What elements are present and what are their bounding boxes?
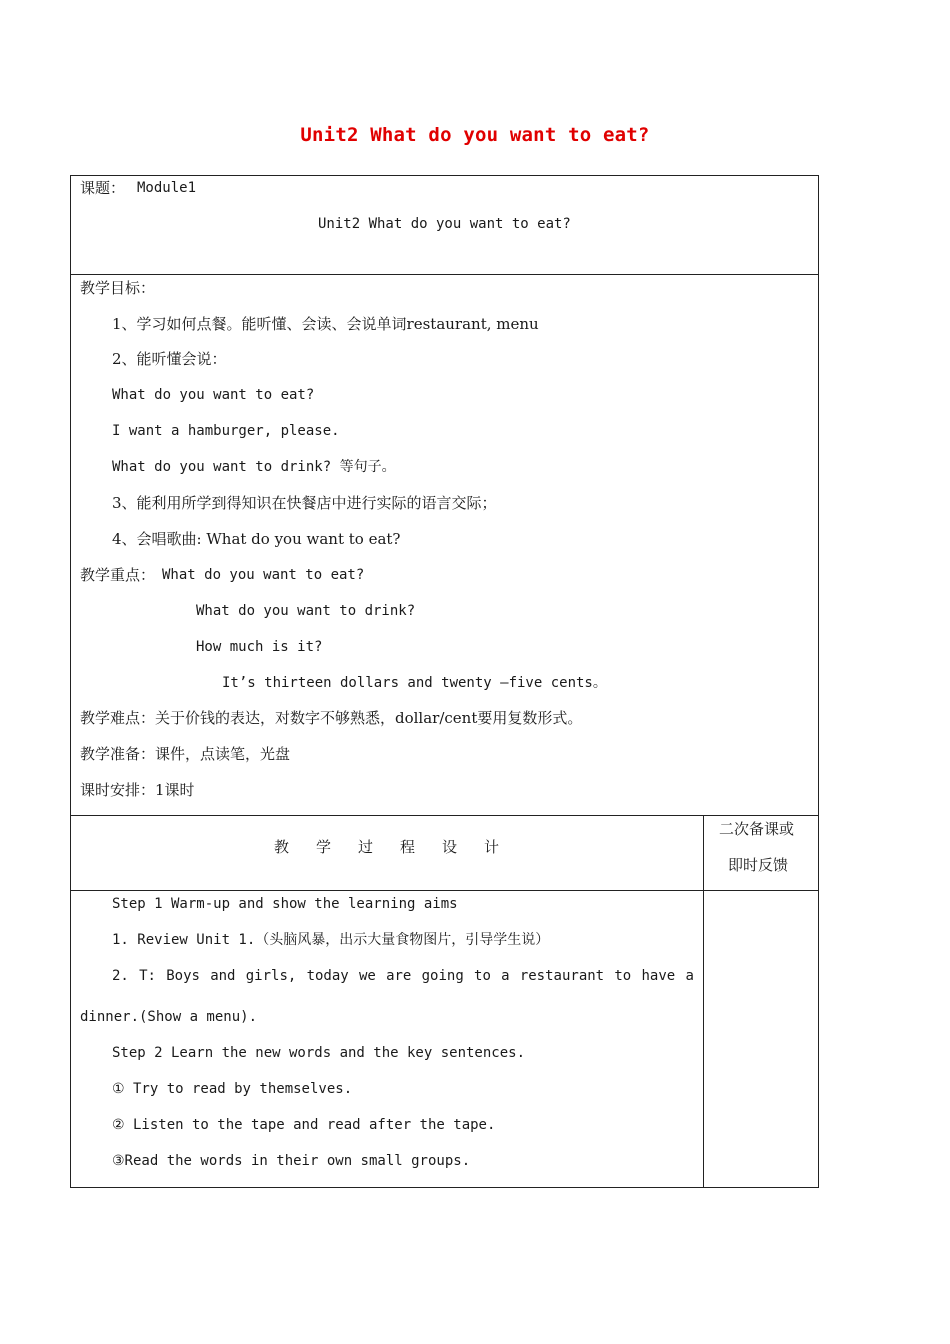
step-1-item-2 xyxy=(112,966,694,986)
schedule: 课时安排：1课时 xyxy=(80,781,195,799)
topic-module: Module1 xyxy=(137,180,197,196)
topic-unit: Unit2 What do you want to eat? xyxy=(318,216,571,232)
key-points-label: 教学重点： xyxy=(80,566,156,584)
table-cell-feedback-body xyxy=(703,890,819,1188)
justified-word: to xyxy=(474,968,491,984)
objectives-label: 教学目标： xyxy=(80,279,156,297)
objective-sentence-3: What do you want to drink? 等句子。 xyxy=(112,459,396,475)
difficulties: 教学难点：关于价钱的表达，对数字不够熟悉，dollar/cent要用复数形式。 xyxy=(80,709,583,727)
objective-item-2: 2、能听懂会说： xyxy=(112,350,227,368)
objective-item-4: 4、会唱歌曲: What do you want to eat? xyxy=(112,530,401,548)
feedback-heading-line-1: 二次备课或 xyxy=(719,820,795,838)
step-1-title: Step 1 Warm-up and show the learning aims xyxy=(112,896,458,912)
key-point-3: How much is it? xyxy=(196,639,323,655)
justified-word: have xyxy=(641,968,676,984)
justified-word: Boys xyxy=(166,968,200,984)
key-point-1: What do you want to eat? xyxy=(162,567,365,583)
feedback-heading-line-2: 即时反馈 xyxy=(728,856,789,874)
process-design-heading: 教学过程设计 xyxy=(274,838,527,856)
justified-word: going xyxy=(421,968,464,984)
justified-word: and xyxy=(210,968,236,984)
objective-item-1: 1、学习如何点餐。能听懂、会读、会说单词restaurant, menu xyxy=(112,315,539,333)
justified-word: 2. xyxy=(112,968,129,984)
topic-label: 课题： xyxy=(80,179,126,197)
step-2-item-3: ③Read the words in their own small groups. xyxy=(112,1153,471,1169)
step-2-item-2: ② Listen to the tape and read after the tape. xyxy=(112,1117,496,1133)
justified-word: girls, xyxy=(245,968,297,984)
preparation: 教学准备：课件，点读笔，光盘 xyxy=(80,745,291,763)
step-1-item-1: 1. Review Unit 1.（头脑风暴，出示大量食物图片，引导学生说） xyxy=(112,932,550,948)
justified-word: T: xyxy=(139,968,156,984)
page-title: Unit2 What do you want to eat? xyxy=(300,124,650,146)
objective-item-3: 3、能利用所学到得知识在快餐店中进行实际的语言交际； xyxy=(112,494,497,512)
justified-word: we xyxy=(358,968,376,984)
key-point-4: It’s thirteen dollars and twenty –five cents。 xyxy=(222,675,607,691)
justified-word: restaurant xyxy=(519,968,605,984)
justified-word: today xyxy=(306,968,349,984)
justified-word: to xyxy=(614,968,632,984)
objective-sentence-2: I want a hamburger, please. xyxy=(112,423,340,439)
justified-word: a xyxy=(501,968,510,984)
step-1-item-2-continued: dinner.(Show a menu). xyxy=(80,1009,258,1025)
key-point-2: What do you want to drink? xyxy=(196,603,416,619)
justified-word: are xyxy=(386,968,412,984)
justified-word: a xyxy=(685,968,694,984)
objective-sentence-1: What do you want to eat? xyxy=(112,387,315,403)
step-2-item-1: ① Try to read by themselves. xyxy=(112,1081,353,1097)
step-2-title: Step 2 Learn the new words and the key sentences. xyxy=(112,1045,526,1061)
